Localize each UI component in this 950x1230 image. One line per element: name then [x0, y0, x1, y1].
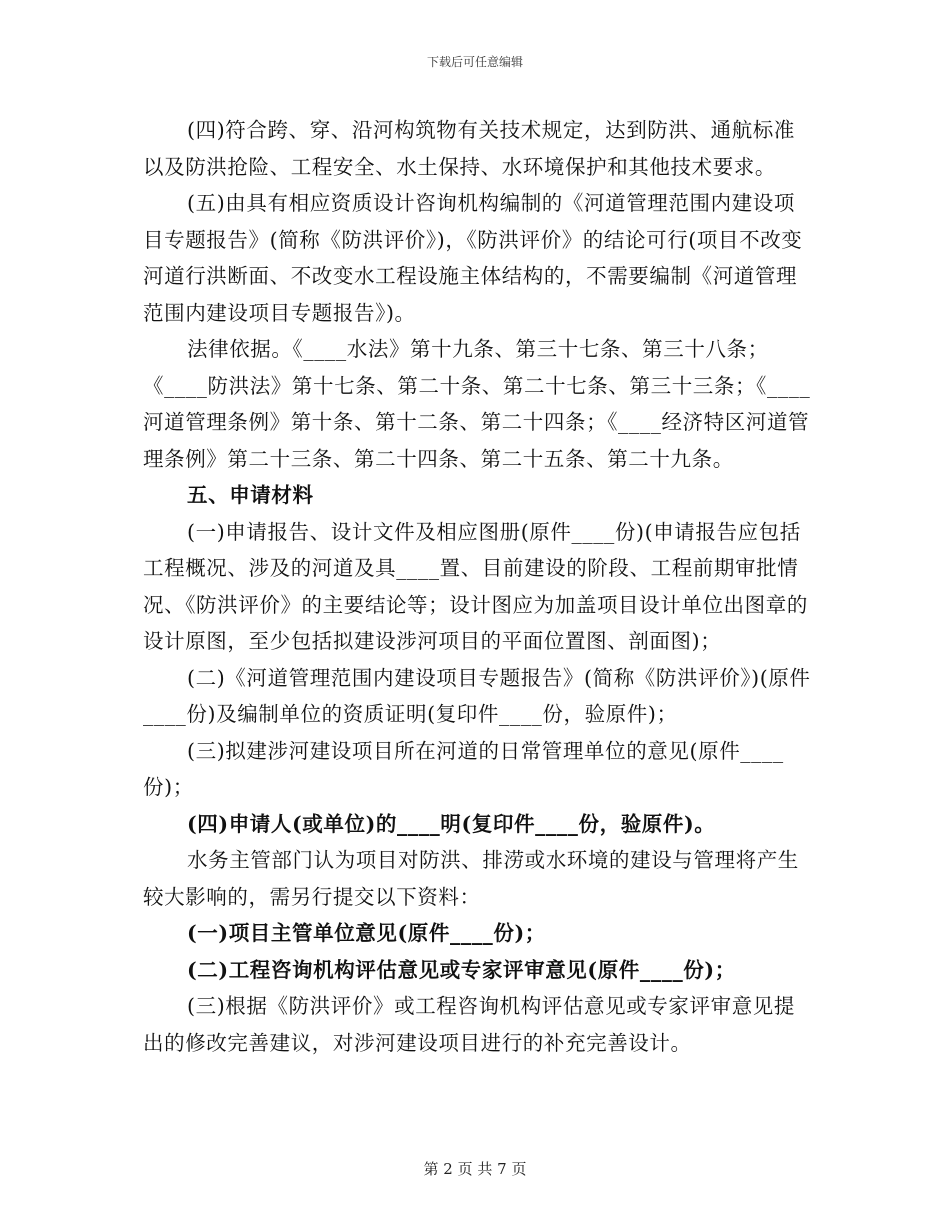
paragraph-5: (五)由具有相应资质设计咨询机构编制的《河道管理范围内建设项目专题报告》(简称《防洪评价》)，《防洪评价》的结论可行(项目不改变河道行洪断面、不改变水工程设施主体结构的，不需要编制《河道管理范围内建设项目专题报告》)。 [143, 191, 803, 325]
page-footer: 第 2 页 共 7 页 [423, 1160, 527, 1178]
material-item-4: (四)申请人(或单位)的____明(复印件____份，验原件)。 [187, 811, 716, 836]
legal-basis-paragraph: 法律依据。《____水法》第十九条、第三十七条、第三十八条；《____防洪法》第十七条、第二十条、第二十七条、第三十三条；《____河道管理条例》第十条、第十二条、第二十四条；《____经济特区河道管理条例》第二十三条、第二十四条、第二十五条、第二十九条。 [143, 337, 811, 471]
page-header: 下载后可任意编辑 [426, 55, 523, 69]
material-item-3: (三)拟建涉河建设项目所在河道的日常管理单位的意见(原件____份)； [143, 738, 784, 799]
additional-item-3: (三)根据《防洪评价》或工程咨询机构评估意见或专家评审意见提出的修改完善建议，对涉河建设项目进行的补充完善设计。 [143, 994, 795, 1055]
document-body [143, 112, 811, 1061]
material-item-1: (一)申请报告、设计文件及相应图册(原件____份)(申请报告应包括工程概况、涉及的河道及具____置、目前建设的阶段、工程前期审批情况、《防洪评价》的主要结论等；设计图应为加盖项目设计单位出图章的设计原图，至少包括拟建设涉河项目的平面位置图、剖面图)； [143, 519, 808, 653]
additional-item-1: (一)项目主管单位意见(原件____份)； [187, 921, 546, 945]
additional-item-2: (二)工程咨询机构评估意见或专家评审意见(原件____份)； [187, 957, 736, 982]
paragraph-4: (四)符合跨、穿、沿河构筑物有关技术规定，达到防洪、通航标准以及防洪抢险、工程安全、水土保持、水环境保护和其他技术要求。 [143, 118, 795, 179]
additional-materials-intro: 水务主管部门认为项目对防洪、排涝或水环境的建设与管理将产生较大影响的，需另行提交以下资料： [143, 848, 799, 909]
section-heading-application-materials: 五、申请材料 [187, 483, 314, 507]
material-item-2: (二)《河道管理范围内建设项目专题报告》(简称《防洪评价》)(原件____份)及编制单位的资质证明(复印件____份，验原件)； [143, 665, 811, 726]
